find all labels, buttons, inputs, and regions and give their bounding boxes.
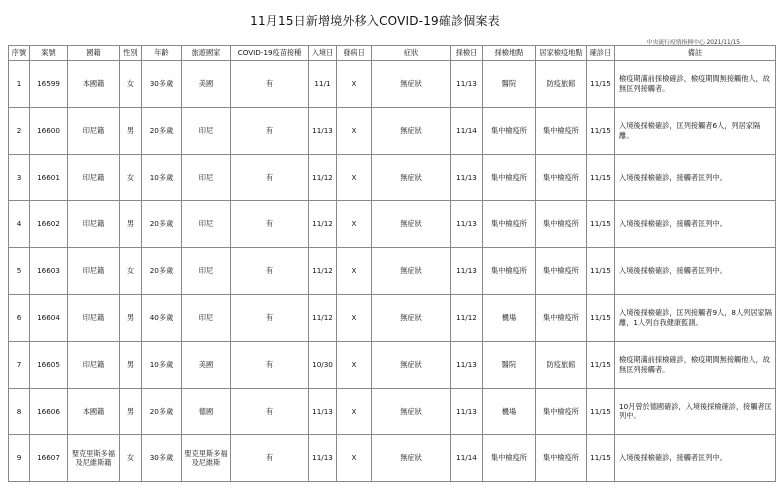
- column-header: 國籍: [68, 46, 120, 61]
- table-row: [9, 107, 776, 154]
- table-row: [9, 294, 776, 341]
- table-cell: 16607: [30, 435, 68, 482]
- table-cell: 20多歲: [142, 201, 182, 248]
- table-cell: 1: [9, 61, 30, 108]
- table-cell: 10/30: [309, 341, 337, 388]
- table-cell: 4: [9, 201, 30, 248]
- table-cell: 11/14: [451, 435, 483, 482]
- table-cell: 11/12: [309, 201, 337, 248]
- table-cell: 男: [120, 294, 142, 341]
- table-cell: 集中檢疫所: [483, 201, 536, 248]
- table-cell: 11/1: [309, 61, 337, 108]
- table-cell: 11/13: [309, 435, 337, 482]
- table-cell: 女: [120, 435, 142, 482]
- table-cell: 無症狀: [372, 107, 451, 154]
- table-cell: 集中檢疫所: [536, 435, 587, 482]
- table-cell: 美國: [182, 341, 231, 388]
- note-cell: 檢疫期滿前採檢確診，檢疫期間無接觸他人，故無匡列接觸者。: [615, 341, 776, 388]
- table-cell: 印尼籍: [68, 294, 120, 341]
- table-cell: 集中檢疫所: [483, 154, 536, 201]
- column-header: 採檢地點: [483, 46, 536, 61]
- column-header: 採檢日: [451, 46, 483, 61]
- header-row: [9, 46, 776, 61]
- table-cell: 11/15: [587, 61, 615, 108]
- table-cell: 女: [120, 61, 142, 108]
- table-cell: X: [337, 61, 372, 108]
- table-cell: 美國: [182, 61, 231, 108]
- table-cell: 有: [231, 294, 309, 341]
- column-header: 性別: [120, 46, 142, 61]
- source-note: 中央流行疫情指揮中心 2021/11/15: [646, 40, 740, 46]
- table-cell: 16606: [30, 388, 68, 435]
- table-cell: 集中檢疫所: [483, 107, 536, 154]
- table-cell: 6: [9, 294, 30, 341]
- note-cell: 入境後採檢確診，匡列接觸者6人，列居家隔離。: [615, 107, 776, 154]
- table-cell: X: [337, 435, 372, 482]
- column-header: 發病日: [337, 46, 372, 61]
- column-header: 序號: [9, 46, 30, 61]
- table-cell: 10多歲: [142, 154, 182, 201]
- table-cell: 機場: [483, 294, 536, 341]
- table-cell: 聖克里斯多福及尼維斯: [182, 435, 231, 482]
- column-header: COVID-19疫苗接種: [231, 46, 309, 61]
- table-cell: 16604: [30, 294, 68, 341]
- table-cell: 集中檢疫所: [536, 201, 587, 248]
- table-cell: 11/13: [451, 388, 483, 435]
- table-cell: 男: [120, 107, 142, 154]
- table-cell: 集中檢疫所: [536, 107, 587, 154]
- table-cell: 醫院: [483, 61, 536, 108]
- table-row: [9, 435, 776, 482]
- note-cell: 入境後採檢確診，接觸者匡列中。: [615, 201, 776, 248]
- column-header: 案號: [30, 46, 68, 61]
- table-cell: 11/12: [309, 294, 337, 341]
- table-cell: 5: [9, 248, 30, 295]
- table-cell: 11/12: [309, 154, 337, 201]
- column-header: 居家檢疫地點: [536, 46, 587, 61]
- table-cell: 11/15: [587, 201, 615, 248]
- table-cell: 男: [120, 388, 142, 435]
- table-cell: 無症狀: [372, 61, 451, 108]
- table-cell: 16600: [30, 107, 68, 154]
- table-cell: 有: [231, 61, 309, 108]
- table-cell: 11/15: [587, 248, 615, 295]
- table-cell: 有: [231, 388, 309, 435]
- table-cell: 集中檢疫所: [536, 294, 587, 341]
- table-cell: 有: [231, 154, 309, 201]
- table-cell: 11/15: [587, 388, 615, 435]
- table-row: [9, 61, 776, 108]
- table-cell: 印尼: [182, 154, 231, 201]
- column-header: 備註: [615, 46, 776, 61]
- table-cell: 印尼: [182, 201, 231, 248]
- table-cell: 16601: [30, 154, 68, 201]
- table-cell: 防疫旅館: [536, 341, 587, 388]
- table-cell: 無症狀: [372, 248, 451, 295]
- table-cell: 11/13: [309, 388, 337, 435]
- column-header: 症狀: [372, 46, 451, 61]
- table-cell: 9: [9, 435, 30, 482]
- table-cell: 無症狀: [372, 388, 451, 435]
- table-cell: 集中檢疫所: [536, 388, 587, 435]
- table-cell: 集中檢疫所: [536, 248, 587, 295]
- table-cell: 10多歲: [142, 341, 182, 388]
- table-cell: 11/15: [587, 435, 615, 482]
- table-cell: 11/13: [451, 341, 483, 388]
- table-cell: 德國: [182, 388, 231, 435]
- note-cell: 入境後採檢確診，接觸者匡列中。: [615, 435, 776, 482]
- note-cell: 入境後採檢確診，接觸者匡列中。: [615, 154, 776, 201]
- table-cell: 20多歲: [142, 248, 182, 295]
- table-cell: 11/13: [451, 248, 483, 295]
- table-cell: 聖克里斯多福及尼維斯籍: [68, 435, 120, 482]
- note-cell: 檢疫期滿前採檢確診，檢疫期間無接觸他人，故無匡列接觸者。: [615, 61, 776, 108]
- table-row: [9, 388, 776, 435]
- table-cell: 8: [9, 388, 30, 435]
- table-cell: 本國籍: [68, 61, 120, 108]
- table-cell: X: [337, 107, 372, 154]
- table-cell: 印尼籍: [68, 201, 120, 248]
- table-cell: 11/13: [451, 61, 483, 108]
- table-cell: 16605: [30, 341, 68, 388]
- table-cell: 集中檢疫所: [483, 435, 536, 482]
- table-cell: 醫院: [483, 341, 536, 388]
- table-cell: 20多歲: [142, 107, 182, 154]
- table-cell: 有: [231, 107, 309, 154]
- table-cell: 30多歲: [142, 435, 182, 482]
- table-cell: 11/15: [587, 107, 615, 154]
- table-cell: 16599: [30, 61, 68, 108]
- table-cell: 本國籍: [68, 388, 120, 435]
- note-cell: 入境後採檢確診，接觸者匡列中。: [615, 248, 776, 295]
- table-cell: 無症狀: [372, 201, 451, 248]
- table-cell: 有: [231, 341, 309, 388]
- table-cell: 女: [120, 154, 142, 201]
- table-cell: 男: [120, 201, 142, 248]
- table-cell: 16602: [30, 201, 68, 248]
- table-cell: 集中檢疫所: [483, 248, 536, 295]
- table-cell: 印尼籍: [68, 154, 120, 201]
- table-cell: X: [337, 154, 372, 201]
- column-header: 確診日: [587, 46, 615, 61]
- table-cell: 2: [9, 107, 30, 154]
- table-cell: 20多歲: [142, 388, 182, 435]
- table-cell: 有: [231, 435, 309, 482]
- table-cell: 11/13: [309, 107, 337, 154]
- table-cell: 印尼籍: [68, 341, 120, 388]
- column-header: 年齡: [142, 46, 182, 61]
- table-cell: 有: [231, 201, 309, 248]
- table-cell: 40多歲: [142, 294, 182, 341]
- table-cell: 機場: [483, 388, 536, 435]
- table-cell: 無症狀: [372, 435, 451, 482]
- table-cell: 16603: [30, 248, 68, 295]
- table-cell: X: [337, 294, 372, 341]
- table-cell: X: [337, 341, 372, 388]
- document-title: 11月15日新增境外移入COVID-19確診個案表: [250, 14, 500, 28]
- table-cell: 11/13: [451, 154, 483, 201]
- table-cell: 印尼籍: [68, 248, 120, 295]
- table-cell: 印尼: [182, 248, 231, 295]
- table-cell: 3: [9, 154, 30, 201]
- table-row: [9, 341, 776, 388]
- table-cell: 印尼籍: [68, 107, 120, 154]
- table-cell: 印尼: [182, 107, 231, 154]
- table-cell: 無症狀: [372, 154, 451, 201]
- table-row: [9, 248, 776, 295]
- table-cell: X: [337, 388, 372, 435]
- table-row: [9, 154, 776, 201]
- table-body: [9, 61, 776, 482]
- column-header: 旅遊國家: [182, 46, 231, 61]
- note-cell: 10月曾於德國確診，入境後採檢確診，接觸者匡列中。: [615, 388, 776, 435]
- table-cell: 11/14: [451, 107, 483, 154]
- table-cell: 有: [231, 248, 309, 295]
- table-cell: X: [337, 201, 372, 248]
- table-cell: 30多歲: [142, 61, 182, 108]
- table-cell: 11/15: [587, 294, 615, 341]
- note-cell: 入境後採檢確診，匡列接觸者9人，8人列居家隔離，1人列自我健康監測。: [615, 294, 776, 341]
- table-cell: 11/12: [309, 248, 337, 295]
- table-cell: 11/15: [587, 154, 615, 201]
- table-cell: 集中檢疫所: [536, 154, 587, 201]
- table-cell: 無症狀: [372, 341, 451, 388]
- table-cell: 無症狀: [372, 294, 451, 341]
- table-cell: 11/12: [451, 294, 483, 341]
- table-cell: 印尼: [182, 294, 231, 341]
- table-cell: 防疫旅館: [536, 61, 587, 108]
- table-cell: X: [337, 248, 372, 295]
- table-cell: 男: [120, 341, 142, 388]
- table-cell: 11/13: [451, 201, 483, 248]
- case-table: [8, 45, 776, 482]
- table-cell: 女: [120, 248, 142, 295]
- table-cell: 11/15: [587, 341, 615, 388]
- table-cell: 7: [9, 341, 30, 388]
- column-header: 入境日: [309, 46, 337, 61]
- table-row: [9, 201, 776, 248]
